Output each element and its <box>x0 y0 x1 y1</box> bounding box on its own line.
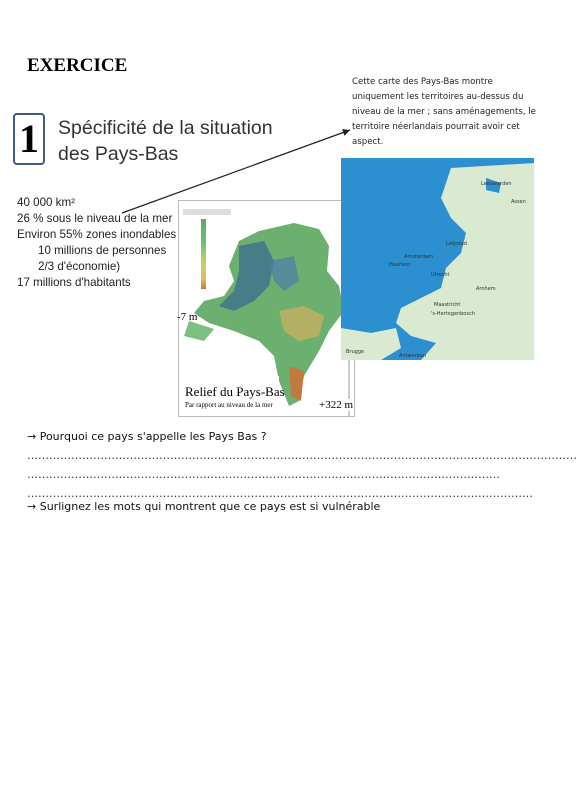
relief-map <box>178 200 355 417</box>
question-1: → Pourquoi ce pays s'appelle les Pays Bas ? <box>27 430 267 443</box>
sea-level-map-image <box>341 158 534 360</box>
stat-below-sea: 26 % sous le niveau de la mer <box>17 212 173 225</box>
svg-text:Maastricht: Maastricht <box>434 302 461 308</box>
map-caption: Cette carte des Pays-Bas montre uniquement les territoires au-dessus du niveau de la mer ; sans aménagements, le territoire néerlandais pourrait avoir cet aspect. <box>352 77 536 147</box>
svg-text:Assen: Assen <box>511 199 526 205</box>
answer-line-1[interactable]: …………………………………………………………………………………………………………………………………… <box>27 449 577 462</box>
answer-line-3[interactable]: ………………………………………………………………………………………………………………………… <box>27 487 533 500</box>
question-2: → Surlignez les mots qui montrent que ce pays est si vulnérable <box>27 500 381 513</box>
section-number: 1 <box>13 113 45 165</box>
stat-area: 40 000 km² <box>17 196 75 209</box>
exercise-title: EXERCICE <box>27 55 128 76</box>
stat-economy: 2/3 d'économie) <box>38 260 121 273</box>
relief-map-title: Relief du Pays-Bas <box>185 384 285 399</box>
answer-line-2[interactable]: ………………………………………………………………………………………………………………… <box>27 468 500 481</box>
stats-list <box>17 195 176 291</box>
stat-people: 10 millions de personnes <box>38 244 167 257</box>
sea-level-map <box>341 158 534 360</box>
svg-text:Arnhem: Arnhem <box>476 286 496 292</box>
stat-floodable: Environ 55% zones inondables <box>17 228 177 241</box>
stat-population: 17 millions d'habitants <box>17 276 131 289</box>
svg-text:Lelystad: Lelystad <box>446 241 467 247</box>
svg-text:Brugge: Brugge <box>346 349 365 355</box>
svg-text:'s-Hertogenbosch: 's-Hertogenbosch <box>431 311 475 317</box>
svg-text:Haarlem: Haarlem <box>389 262 411 268</box>
svg-text:Utrecht: Utrecht <box>431 272 450 278</box>
heading-line-2: des Pays-Bas <box>58 143 179 165</box>
svg-text:Antwerpen: Antwerpen <box>399 353 427 359</box>
section-heading <box>58 115 273 167</box>
low-altitude-label: -7 m <box>177 311 198 323</box>
relief-map-subtitle: Par rapport au niveau de la mer <box>185 401 273 409</box>
high-altitude-label: +322 m <box>319 399 354 411</box>
svg-text:Amsterdam: Amsterdam <box>404 254 434 260</box>
svg-text:Leeuwarden: Leeuwarden <box>481 181 512 187</box>
heading-line-1: Spécificité de la situation <box>58 117 273 139</box>
